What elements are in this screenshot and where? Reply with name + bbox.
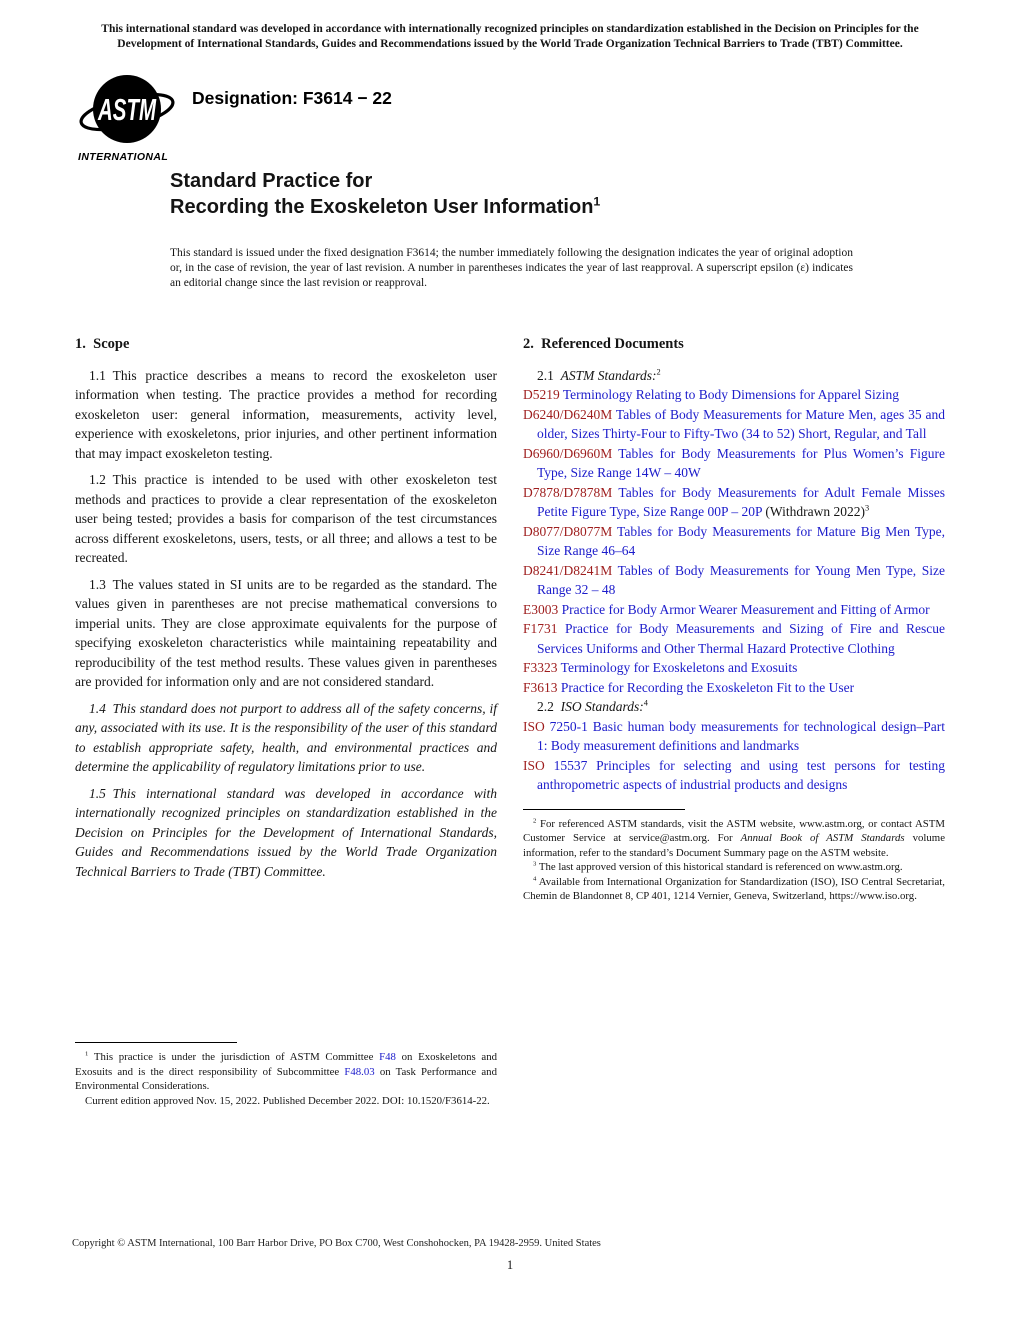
footnote-3-marker: 3 xyxy=(533,860,537,868)
reference-title-link[interactable]: Tables of Body Measurements for Mature Men, ages 35 and older, Sizes Thirty-Four to Fifty-Two (34 to 52) Short, Regular, and Tall xyxy=(537,406,945,441)
reference-item-iso-7250-1 xyxy=(523,717,945,756)
reference-title-link[interactable]: Practice for Body Measurements and Sizing of Fire and Rescue Services Uniforms and Other Thermal Hazard Protective Clothing xyxy=(537,621,945,656)
reference-item-d7878 xyxy=(523,483,945,522)
reference-title-link[interactable]: Tables for Body Measurements for Mature Big Men Type, Size Range 46–64 xyxy=(537,523,945,558)
document-header xyxy=(78,72,392,163)
paragraph-1-5: 1.5 This international standard was developed in accordance with internationally recognized principles on standardization established in the Decision on Principles for the Development of International Standards, Guides and Recommendations issued by the World Trade Organization Technical Barriers to Trade (TBT) Committee. xyxy=(75,785,497,879)
footnote-3 xyxy=(523,860,945,875)
footnote-divider xyxy=(523,809,685,810)
reference-designation-link[interactable]: ISO xyxy=(523,757,545,773)
subsection-2-2-title: ISO Standards: xyxy=(553,699,644,714)
reference-item-f3323 xyxy=(523,658,945,678)
footnote-4-text: Available from International Organization for Standardization (ISO), ISO Central Secretariat, Chemin de Blandonnet 8, CP 401, 1214 Vernier, Geneva, Switzerland, https://www.iso.org. xyxy=(523,875,945,902)
reference-title-link[interactable]: Tables of Body Measurements for Young Men Type, Size Range 32 – 48 xyxy=(537,562,945,597)
subsection-2-2 xyxy=(523,697,945,717)
committee-f48-link[interactable]: F48 xyxy=(379,1051,396,1063)
reference-designation-link[interactable]: D8077/D8077M xyxy=(523,523,613,539)
reference-item-iso-15537 xyxy=(523,756,945,795)
reference-designation-link[interactable]: D8241/D8241M xyxy=(523,562,613,578)
reference-title-link[interactable]: Practice for Recording the Exoskeleton Fit to the User xyxy=(557,679,855,695)
designation-label: Designation: F3614 − 22 xyxy=(192,88,392,108)
subsection-2-1-footnote-marker: 2 xyxy=(656,367,661,376)
reference-designation-link[interactable]: F1731 xyxy=(523,621,558,636)
footnote-1-marker: 1 xyxy=(85,1050,89,1058)
reference-designation-link[interactable]: E3003 xyxy=(523,601,559,617)
footnote-2-text: For referenced ASTM standards, visit the ASTM website, www.astm.org, or contact ASTM Customer Service at service@astm.org. For xyxy=(523,817,945,844)
subcommittee-f48-03-link[interactable]: F48.03 xyxy=(344,1065,375,1078)
section-1-heading: 1. Scope xyxy=(75,336,130,352)
reference-designation-link[interactable]: D6240/D6240M xyxy=(523,406,613,422)
reference-title-link[interactable]: Principles for selecting and using test persons for testing anthropometric aspects of industrial products and designs xyxy=(537,757,945,792)
footnote-1-edition: Current edition approved Nov. 15, 2022. Published December 2022. DOI: 10.1520/F3614-22. xyxy=(85,1094,490,1107)
reference-title-link[interactable]: Terminology Relating to Body Dimensions for Apparel Sizing xyxy=(559,387,900,402)
footnote-2-text-end: volume information, refer to the standard’s Document Summary page on the ASTM website. xyxy=(523,832,945,859)
reference-designation-link[interactable]: F3613 xyxy=(523,679,558,695)
top-disclaimer: This international standard was developed in accordance with internationally recognized principles on standardization established in the Decision on Principles for the Development of International Standards, Guides and Recommendations issued by the World Trade Organization Technical Barriers to Trade (TBT) Committee. xyxy=(101,23,919,50)
body-columns xyxy=(75,333,945,1108)
paragraph-1-4: 1.4 This standard does not purport to address all of the safety concerns, if any, associated with its use. It is the responsibility of the user of this standard to establish appropriate safety, health, and environmental practices and determine the applicability of regulatory limitations prior to use. xyxy=(75,700,497,774)
footnote-3-text: The last approved version of this historical standard is referenced on www.astm.org. xyxy=(536,861,903,873)
reference-item-d5219 xyxy=(523,385,945,405)
reference-designation-link[interactable]: F3323 xyxy=(523,660,558,675)
page-number: 1 xyxy=(506,1258,514,1272)
left-column xyxy=(75,333,497,1108)
reference-title-link[interactable]: Tables for Body Measurements for Plus Women’s Figure Type, Size Range 14W – 40W xyxy=(537,445,945,480)
copyright-line: Copyright © ASTM International, 100 Barr Harbor Drive, PO Box C700, West Conshohocken, PA 19428-2959. United States xyxy=(72,1238,601,1249)
issued-note: This standard is issued under the fixed designation F3614; the number immediately following the designation indicates the year of original adoption or, in the case of revision, the year of last revision. A number in parentheses indicates the year of last reapproval. A superscript epsilon (ε) indicates an editorial change since the last revision or reapproval. xyxy=(170,247,853,289)
footnote-2-marker: 2 xyxy=(533,816,537,824)
subsection-2-1-title: ASTM Standards: xyxy=(553,367,657,383)
title-footnote-marker: 1 xyxy=(593,194,601,209)
astm-reference-list xyxy=(523,385,945,697)
footnote-1-text-end: on Task Performance and Environmental Considerations. xyxy=(75,1065,497,1092)
reference-number-link[interactable]: 7250-1 xyxy=(544,718,588,734)
paragraph-1-2: 1.2 This practice is intended to be used with other exoskeleton test methods and practices to provide a clear representation of the exoskeleton user being tested; provides a basis for comparison of the test circumstances across different exoskeletons, users, tests, or all three; and allows a test to be recreated. xyxy=(75,472,497,565)
reference-designation-link[interactable]: D7878/D7878M xyxy=(523,484,613,500)
title-line-2-text: Recording the Exoskeleton User Information xyxy=(170,196,594,218)
reference-item-d6240 xyxy=(523,405,945,444)
reference-designation-link[interactable]: D5219 xyxy=(523,387,560,402)
document-title xyxy=(170,168,890,220)
reference-footnote-marker: 3 xyxy=(864,503,870,513)
reference-item-d8241 xyxy=(523,561,945,600)
right-footnotes xyxy=(523,809,945,904)
astm-logo-subtitle: INTERNATIONAL xyxy=(78,151,169,163)
reference-title-link[interactable]: Terminology for Exoskeletons and Exosuits xyxy=(557,660,798,675)
left-footnotes xyxy=(75,1042,497,1108)
astm-logo xyxy=(78,72,178,163)
reference-item-f3613 xyxy=(523,678,945,698)
footnote-1-text-mid: on Exoskeletons and Exosuits and is the direct responsibility of Subcommittee xyxy=(75,1051,498,1078)
iso-reference-list xyxy=(523,717,945,795)
footnote-2 xyxy=(523,817,945,861)
footnote-1-text: This practice is under the jurisdiction of ASTM Committee xyxy=(88,1051,380,1063)
footnote-4 xyxy=(523,875,945,904)
reference-designation-link[interactable]: D6960/D6960M xyxy=(523,445,613,461)
reference-title-link[interactable]: Tables for Body Measurements for Adult Female Misses Petite Figure Type, Size Range 00P – 20P xyxy=(537,484,945,519)
reference-withdrawn-note: (Withdrawn 2022) xyxy=(762,504,865,519)
reference-number-link[interactable]: 15537 xyxy=(544,757,588,773)
subsection-2-1-number: 2.1 xyxy=(537,367,554,383)
reference-title-link[interactable]: Basic human body measurements for technological design–Part 1: Body measurement definitions and landmarks xyxy=(537,718,945,753)
title-line-2 xyxy=(170,194,890,220)
footnote-divider xyxy=(75,1042,237,1043)
svg-text:ASTM: ASTM xyxy=(97,92,157,127)
footnote-1 xyxy=(75,1050,497,1094)
right-column xyxy=(523,333,945,904)
title-line-1: Standard Practice for xyxy=(170,170,373,192)
subsection-2-2-number: 2.2 xyxy=(537,699,554,714)
reference-item-f1731 xyxy=(523,619,945,658)
paragraph-1-1: 1.1 This practice describes a means to record the exoskeleton user information when testing. The practice provides a method for recording exoskeleton user: general information, measurements, activity level, experience with exoskeletons, prior injuries, and other pertinent information that may impact exoskeleton testing. xyxy=(75,367,497,461)
reference-title-link[interactable]: Practice for Body Armor Wearer Measurement and Fitting of Armor xyxy=(558,601,930,617)
footnote-2-book-title: Annual Book of ASTM Standards xyxy=(740,832,905,844)
astm-logo-icon xyxy=(78,72,178,150)
subsection-2-1 xyxy=(523,366,945,386)
reference-designation-link[interactable]: ISO xyxy=(523,718,545,734)
reference-item-e3003 xyxy=(523,600,945,620)
reference-item-d8077 xyxy=(523,522,945,561)
footnote-4-marker: 4 xyxy=(533,874,537,882)
subsection-2-2-footnote-marker: 4 xyxy=(643,698,648,708)
paragraph-1-3: 1.3 The values stated in SI units are to be regarded as the standard. The values given in parentheses are not precise mathematical conversions to imperial units. They are close approximate equivalents for the purpose of specifying exoskeleton characteristics while maintaining repeatability and reproducibility of the test method results. These values given in parentheses are provided for information only and are not considered standard. xyxy=(75,576,497,689)
reference-item-d6960 xyxy=(523,444,945,483)
section-2-heading: 2. Referenced Documents xyxy=(523,336,684,352)
